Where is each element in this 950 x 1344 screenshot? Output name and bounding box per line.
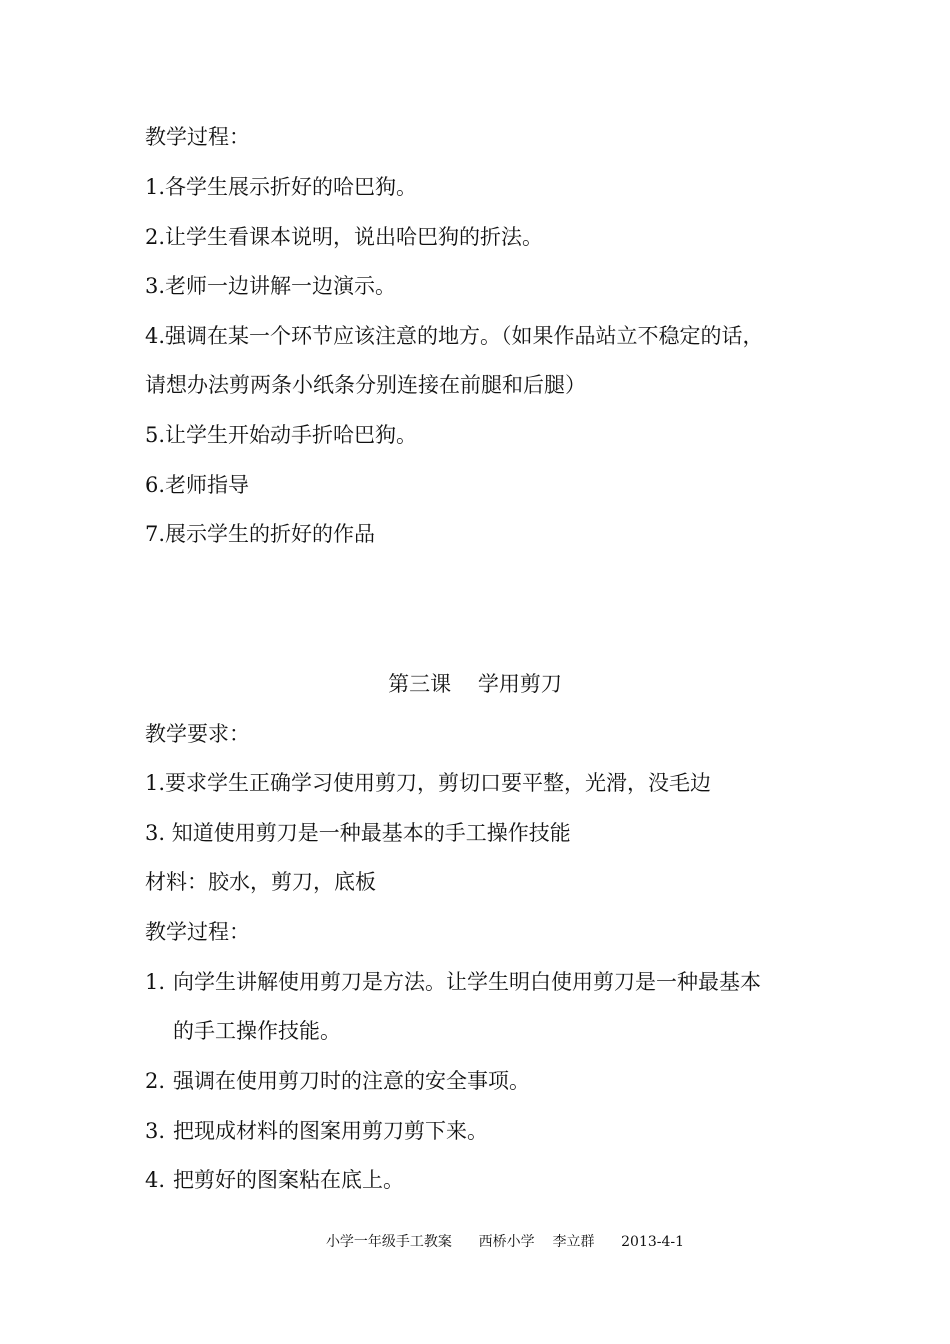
section1-step: 3.老师一边讲解一边演示。 [145, 274, 397, 298]
section1-step: 7.展示学生的折好的作品 [145, 522, 376, 546]
lesson-title: 第三课 学用剪刀 [388, 672, 562, 696]
process-item [145, 1066, 530, 1096]
section1-step: 1.各学生展示折好的哈巴狗。 [145, 175, 418, 199]
process-item-number: 4. [145, 1168, 166, 1192]
section1-heading: 教学过程： [145, 125, 250, 149]
section1-step: 5.让学生开始动手折哈巴狗。 [145, 423, 418, 447]
section1-step: 4.强调在某一个环节应该注意的地方。（如果作品站立不稳定的话， [145, 324, 764, 348]
process-item [145, 967, 761, 997]
requirements-heading: 教学要求： [145, 722, 250, 746]
page-footer: 小学一年级手工教案 西桥小学 李立群 2013-4-1 [325, 1234, 685, 1250]
materials-line: 材料：胶水，剪刀，底板 [145, 870, 376, 894]
process-item [145, 1165, 404, 1195]
process-item-number: 3. [145, 1119, 166, 1143]
process-item-number: 2. [145, 1069, 166, 1093]
process-item-text: 向学生讲解使用剪刀是方法。让学生明白使用剪刀是一种最基本 [173, 970, 761, 994]
section1-step: 2.让学生看课本说明，说出哈巴狗的折法。 [145, 225, 544, 249]
process-item [145, 1016, 341, 1046]
process-heading: 教学过程： [145, 920, 250, 944]
section1-step: 请想办法剪两条小纸条分别连接在前腿和后腿） [145, 373, 586, 397]
requirement-item: 3. 知道使用剪刀是一种最基本的手工操作技能 [145, 821, 571, 845]
requirement-item: 1.要求学生正确学习使用剪刀，剪切口要平整，光滑，没毛边 [145, 771, 712, 795]
section1-step: 6.老师指导 [145, 473, 250, 497]
process-item-text: 把剪好的图案粘在底上。 [173, 1168, 404, 1192]
process-item [145, 1116, 488, 1146]
process-item-text: 的手工操作技能。 [173, 1019, 341, 1043]
process-item-text: 强调在使用剪刀时的注意的安全事项。 [173, 1069, 530, 1093]
process-item-number: 1. [145, 970, 166, 994]
process-item-text: 把现成材料的图案用剪刀剪下来。 [173, 1119, 488, 1143]
